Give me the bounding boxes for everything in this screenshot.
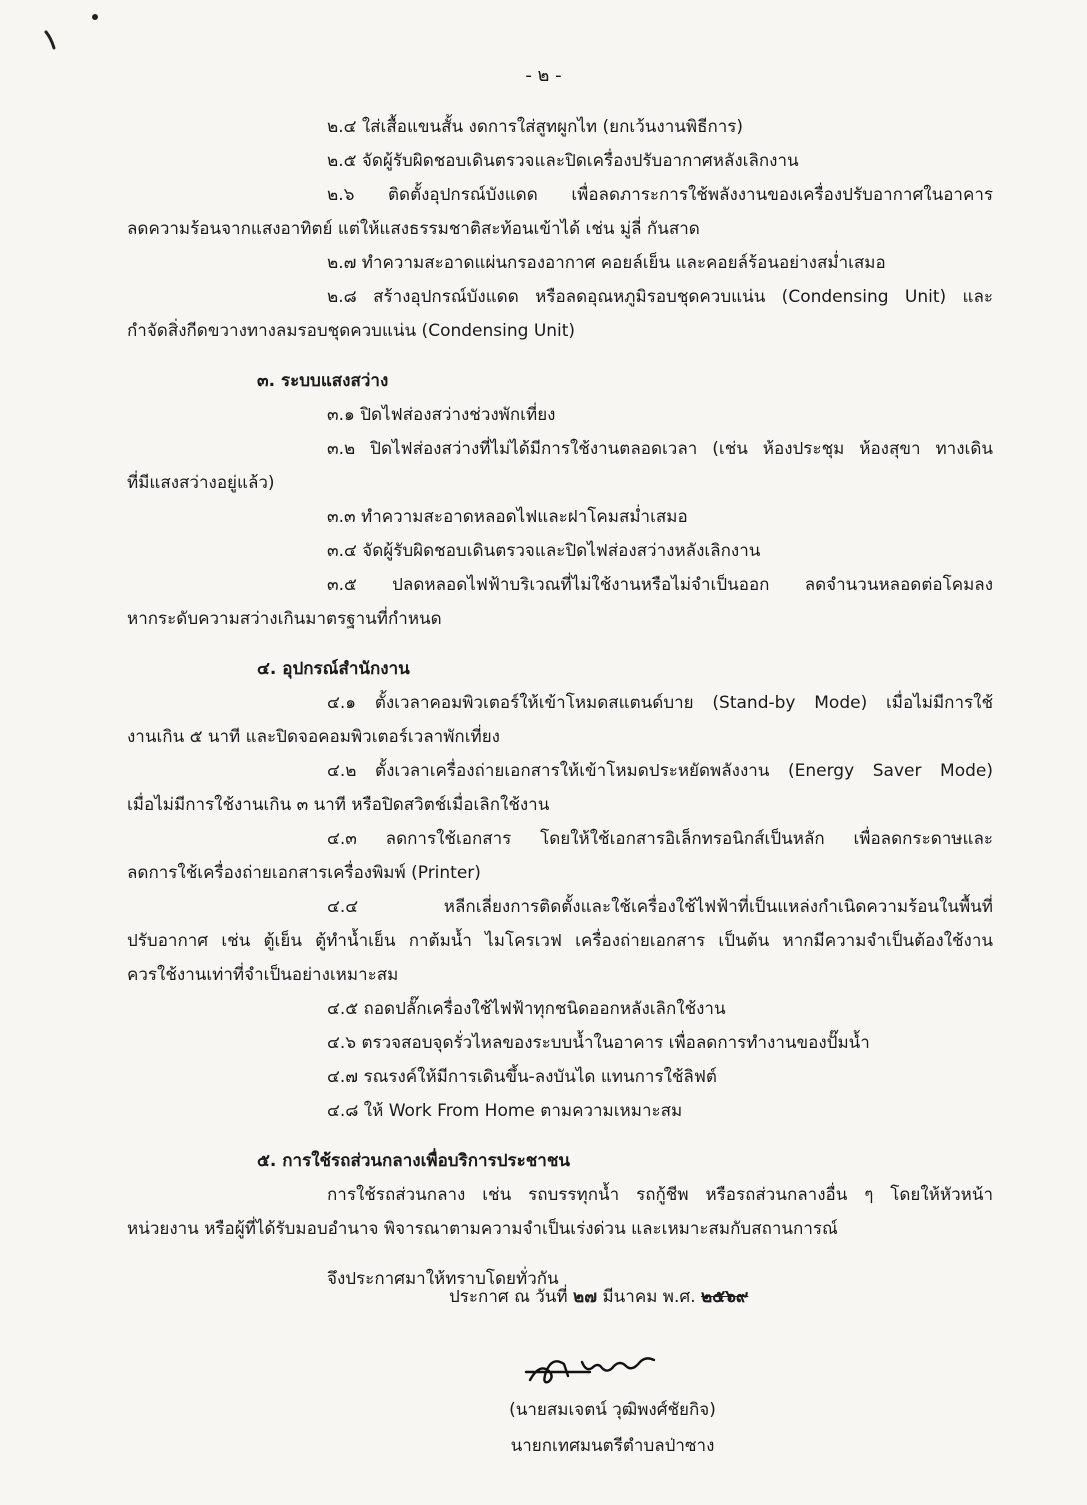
text-line: ปรับอากาศ เช่น ตู้เย็น ตู้ทำน้ำเย็น กาต้มน้ำ ไมโครเวฟ เครื่องถ่ายเอกสาร เป็นต้น หากมีความจำเป็นต้องใช้งาน — [127, 931, 993, 951]
section-heading: ๕. การใช้รถส่วนกลางเพื่อบริการประชาชน — [257, 1151, 570, 1171]
section-heading: ๓. ระบบแสงสว่าง — [257, 371, 389, 391]
text-line: ที่มีแสงสว่างอยู่แล้ว) — [127, 473, 275, 493]
text-line: ๔.๑ ตั้งเวลาคอมพิวเตอร์ให้เข้าโหมดสแตนด์บาย (Stand-by Mode) เมื่อไม่มีการใช้ — [327, 693, 993, 713]
text-line: ลดความร้อนจากแสงอาทิตย์ แต่ให้แสงธรรมชาติสะท้อนเข้าได้ เช่น มู่ลี่ กันสาด — [127, 219, 700, 239]
text-line: ๒.๗ ทำความสะอาดแผ่นกรองอากาศ คอยล์เย็น และคอยล์ร้อนอย่างสม่ำเสมอ — [327, 253, 886, 273]
ink-dot — [92, 14, 98, 20]
text-line: จึงประกาศมาให้ทราบโดยทั่วกัน — [327, 1269, 559, 1289]
text-line: ๔.๖ ตรวจสอบจุดรั่วไหลของระบบน้ำในอาคาร เพื่อลดการทำงานของปั๊มน้ำ — [327, 1033, 870, 1053]
text-line: ๒.๕ จัดผู้รับผิดชอบเดินตรวจและปิดเครื่องปรับอากาศหลังเลิกงาน — [327, 151, 799, 171]
date-year: ๒๕๖๙ — [701, 1287, 749, 1307]
text-line: ๔.๓ ลดการใช้เอกสาร โดยให้ใช้เอกสารอิเล็กทรอนิกส์เป็นหลัก เพื่อลดกระดาษและ — [327, 829, 993, 849]
text-line: ๔.๘ ให้ Work From Home ตามความเหมาะสม — [327, 1101, 683, 1121]
signature — [520, 1342, 670, 1392]
text-line: เมื่อไม่มีการใช้งานเกิน ๓ นาที หรือปิดสวิตช์เมื่อเลิกใช้งาน — [127, 795, 550, 815]
section-heading: ๔. อุปกรณ์สำนักงาน — [257, 659, 410, 679]
date-prefix: ประกาศ ณ วันที่ — [449, 1287, 568, 1307]
text-line: การใช้รถส่วนกลาง เช่น รถบรรทุกน้ำ รถกู้ชีพ หรือรถส่วนกลางอื่น ๆ โดยให้หัวหน้า — [327, 1185, 993, 1205]
text-line: ๓.๒ ปิดไฟส่องสว่างที่ไม่ได้มีการใช้งานตลอดเวลา (เช่น ห้องประชุม ห้องสุขา ทางเดิน — [327, 439, 993, 459]
text-line: ๔.๒ ตั้งเวลาเครื่องถ่ายเอกสารให้เข้าโหมดประหยัดพลังงาน (Energy Saver Mode) — [327, 761, 993, 781]
text-line: ๒.๘ สร้างอุปกรณ์บังแดด หรือลดอุณหภูมิรอบชุดควบแน่น (Condensing Unit) และ — [327, 287, 993, 307]
text-line: หน่วยงาน หรือผู้ที่ได้รับมอบอำนาจ พิจารณาตามความจำเป็นเร่งด่วน และเหมาะสมกับสถานการณ์ — [127, 1219, 838, 1239]
signer-name: (นายสมเจตน์ วุฒิพงศ์ชัยกิจ) — [509, 1400, 716, 1420]
spacer — [127, 636, 993, 652]
text-line: หากระดับความสว่างเกินมาตรฐานที่กำหนด — [127, 609, 442, 629]
text-line: ๔.๕ ถอดปลั๊กเครื่องใช้ไฟฟ้าทุกชนิดออกหลังเลิกใช้งาน — [327, 999, 726, 1019]
text-line: ลดการใช้เครื่องถ่ายเอกสารเครื่องพิมพ์ (Printer) — [127, 863, 481, 883]
text-line: กำจัดสิ่งกีดขวางทางลมรอบชุดควบแน่น (Condensing Unit) — [127, 321, 576, 341]
text-line: ๒.๖ ติดตั้งอุปกรณ์บังแดด เพื่อลดภาระการใช้พลังงานของเครื่องปรับอากาศในอาคาร — [327, 185, 993, 205]
date-month: มีนาคม พ.ศ. — [602, 1287, 696, 1307]
text-line: ๓.๔ จัดผู้รับผิดชอบเดินตรวจและปิดไฟส่องสว่างหลังเลิกงาน — [327, 541, 761, 561]
page-number: - ๒ - — [525, 65, 562, 86]
ink-mark — [44, 30, 58, 50]
spacer — [127, 348, 993, 364]
text-line: ๓.๓ ทำความสะอาดหลอดไฟและฝาโคมสม่ำเสมอ — [327, 507, 688, 527]
text-line: ควรใช้งานเท่าที่จำเป็นอย่างเหมาะสม — [127, 965, 399, 985]
text-line: ๓.๑ ปิดไฟส่องสว่างช่วงพักเที่ยง — [327, 405, 556, 425]
text-line: งานเกิน ๕ นาที และปิดจอคอมพิวเตอร์เวลาพักเที่ยง — [127, 727, 500, 747]
signer-title: นายกเทศมนตรีตำบลป่าซาง — [510, 1436, 715, 1456]
spacer — [127, 1246, 993, 1262]
announcement-date — [449, 1283, 748, 1310]
document-body — [127, 110, 993, 1296]
text-line: ๔.๔ หลีกเลี่ยงการติดตั้งและใช้เครื่องใช้ไฟฟ้าที่เป็นแหล่งกำเนิดความร้อนในพื้นที่ — [327, 897, 993, 917]
text-line: ๔.๗ รณรงค์ให้มีการเดินขึ้น-ลงบันได แทนการใช้ลิฟต์ — [327, 1067, 717, 1087]
text-line: ๒.๔ ใส่เสื้อแขนสั้น งดการใส่สูทผูกไท (ยกเว้นงานพิธีการ) — [327, 117, 744, 137]
date-day: ๒๗ — [573, 1287, 598, 1307]
spacer — [127, 1128, 993, 1144]
text-line: ๓.๕ ปลดหลอดไฟฟ้าบริเวณที่ไม่ใช้งานหรือไม่จำเป็นออก ลดจำนวนหลอดต่อโคมลง — [327, 575, 993, 595]
